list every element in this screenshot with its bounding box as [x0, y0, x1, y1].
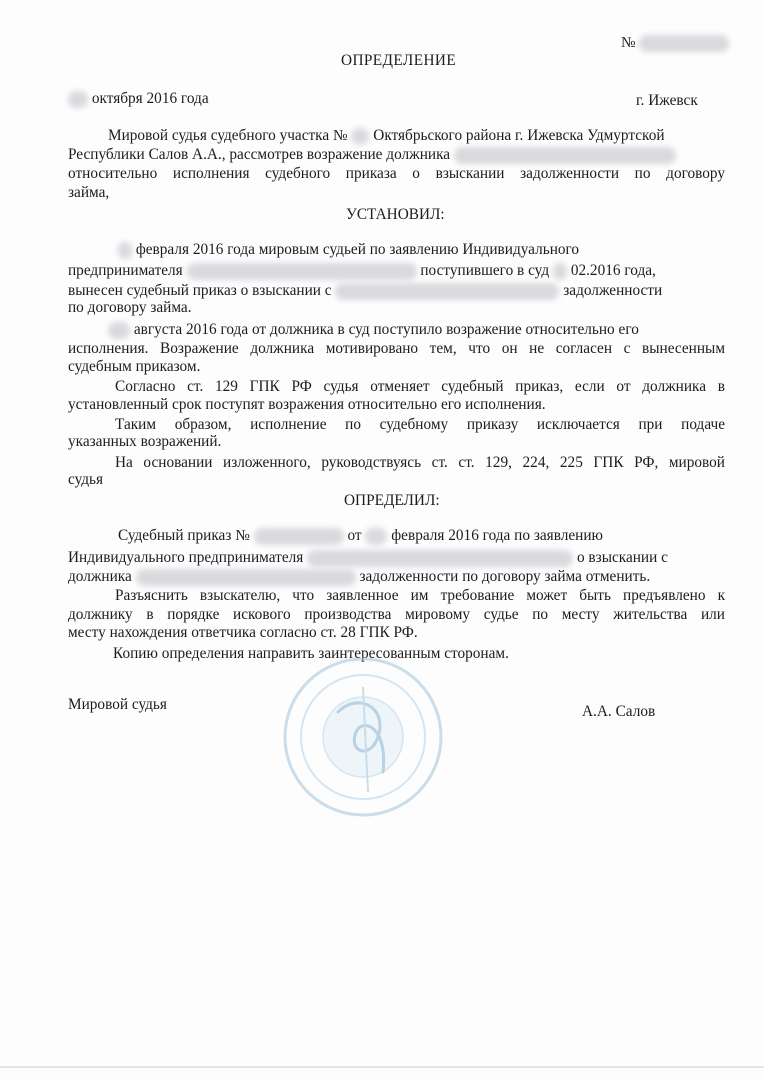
redacted-creditor-name [307, 550, 573, 567]
p1-text: поступившего в суд [420, 262, 550, 279]
intro-line-3: относительно исполнения судебного приказа о взыскании задолженности по договору [68, 165, 725, 182]
r1-text: должника [68, 568, 132, 585]
r3-line: Копию определения направить заинтересованным сторонам. [113, 645, 509, 662]
p4-line-2: указанных возражений. [68, 433, 222, 450]
redacted-day [108, 322, 130, 339]
r1-text: Индивидуального предпринимателя [68, 549, 304, 566]
redacted-court-number [351, 128, 369, 145]
signature-name: А.А. Салов [582, 703, 656, 720]
heading-decided: ОПРЕДЕЛИЛ: [344, 492, 440, 509]
p1-line-3 [68, 282, 725, 300]
p1-line-4: по договору займа. [68, 299, 192, 316]
p1-text: задолженности [563, 282, 663, 299]
intro-line-4: займа, [68, 184, 110, 201]
intro-line-2 [68, 146, 725, 164]
intro-text: Октябрьского района г. Ижевска Удмуртской [373, 127, 665, 144]
p3-line-1: Согласно ст. 129 ГПК РФ судья отменяет судебный приказ, если от должника в [115, 378, 725, 395]
redacted-order-number [254, 528, 344, 545]
p1-line-2 [68, 262, 725, 280]
document-number [621, 34, 729, 52]
intro-line-1 [68, 127, 725, 145]
date-text: октября 2016 года [91, 90, 209, 107]
p1-text: февраля 2016 года мировым судьей по заявлению Индивидуального [135, 241, 580, 258]
r2-line-3: месту нахождения ответчика согласно ст. 28 ГПК РФ. [68, 624, 418, 641]
document-city: г. Ижевск [636, 92, 698, 109]
intro-text: Мировой судья судебного участка № [108, 127, 348, 144]
redacted-debtor-name [335, 283, 559, 300]
page-title: ОПРЕДЕЛЕНИЕ [341, 52, 457, 69]
document-date [68, 90, 209, 108]
redacted-creditor-name [187, 263, 417, 280]
redacted-debtor-name [454, 147, 676, 164]
r1-text: задолженности по договору займа отменить. [359, 568, 651, 585]
p2-line-2: исполнения. Возражение должника мотивировано тем, что он не согласен с вынесенным [68, 340, 725, 357]
seal-stamp-icon [278, 652, 448, 822]
p2-line-1 [68, 321, 725, 339]
r2-line-1: Разъяснить взыскателю, что заявленное им требование может быть предъявлено к [115, 587, 725, 604]
heading-established: УСТАНОВИЛ: [346, 206, 445, 223]
p5-line-1: На основании изложенного, руководствуясь ст. ст. 129, 224, 225 ГПК РФ, мировой [115, 454, 725, 471]
p1-text: вынесен судебный приказ о взыскании с [68, 282, 332, 299]
redacted-day [553, 263, 567, 280]
r1-line-2 [68, 549, 725, 567]
intro-text: Республики Салов А.А., рассмотрев возражение должника [68, 146, 451, 163]
redacted-number [639, 35, 729, 52]
p3-line-2: установленный срок поступят возражения относительно его исполнения. [68, 396, 546, 413]
p2-text: августа 2016 года от должника в суд поступило возражение относительно его [133, 321, 639, 338]
r1-line-3 [68, 568, 725, 586]
redacted-day [68, 91, 88, 108]
r1-line-1 [68, 527, 725, 545]
redacted-day [118, 242, 132, 259]
signature-position: Мировой судья [68, 696, 167, 713]
redacted-day [365, 528, 387, 545]
r1-text: Судебный приказ № [118, 527, 250, 544]
r1-text: февраля 2016 года по заявлению [391, 527, 603, 544]
r1-text: от [347, 527, 362, 544]
p1-text: 02.2016 года, [570, 262, 656, 279]
r1-text: о взыскании с [576, 549, 668, 566]
redacted-debtor-name [136, 569, 356, 586]
p5-line-2: судья [68, 471, 104, 488]
p2-line-3: судебным приказом. [68, 358, 201, 375]
number-label: № [621, 34, 636, 51]
p4-line-1: Таким образом, исполнение по судебному приказу исключается при подаче [115, 416, 725, 433]
r2-line-2: должнику в порядке искового производства мировому судье по месту жительства или [68, 606, 725, 623]
scan-edge-divider [0, 1066, 764, 1068]
p1-text: предпринимателя [68, 262, 183, 279]
p1-line-1 [68, 241, 725, 259]
